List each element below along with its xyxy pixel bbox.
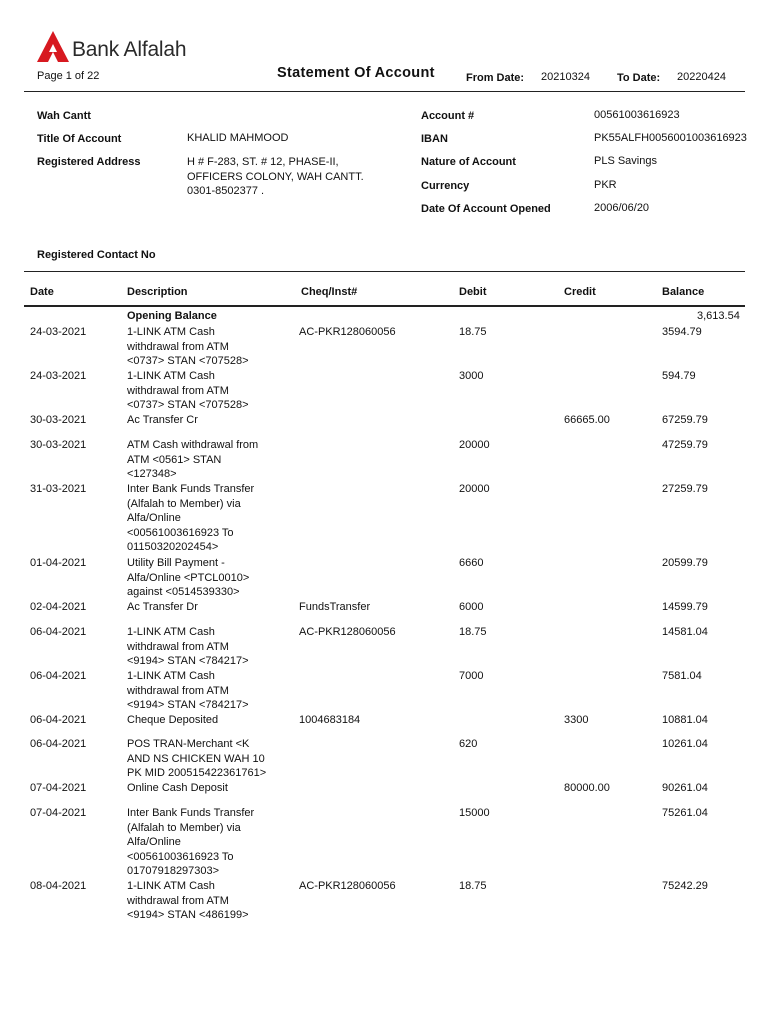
iban-label: IBAN — [421, 133, 448, 145]
info-divider — [24, 271, 745, 272]
to-date-value: 20220424 — [677, 71, 726, 83]
row-cheq: AC-PKR128060056 — [299, 326, 396, 338]
row-date: 24-03-2021 — [30, 326, 87, 338]
row-description: Cheque Deposited — [127, 714, 219, 726]
row-balance: 594.79 — [662, 370, 696, 382]
registered-address-label: Registered Address — [37, 156, 141, 168]
row-credit: 80000.00 — [564, 782, 610, 794]
row-credit: 66665.00 — [564, 414, 610, 426]
row-debit: 18.75 — [459, 326, 487, 338]
row-description: Utility Bill Payment - Alfa/Online <PTCL0010> against <0514539330> — [127, 557, 250, 599]
row-date: 08-04-2021 — [30, 880, 87, 892]
account-opened-value: 2006/06/20 — [594, 202, 650, 214]
row-balance: 47259.79 — [662, 439, 708, 451]
currency-label: Currency — [421, 180, 470, 192]
opening-balance-value: 3,613.54 — [697, 310, 740, 322]
row-description: Online Cash Deposit — [127, 782, 228, 794]
page-number: Page 1 of 22 — [37, 70, 100, 82]
registered-address-value: H # F-283, ST. # 12, PHASE-II, OFFICERS COLONY, WAH CANTT. 0301-8502377 . — [187, 156, 364, 197]
row-date: 02-04-2021 — [30, 601, 87, 613]
nature-of-account-value: PLS Savings — [594, 155, 657, 167]
row-debit: 620 — [459, 738, 478, 750]
row-balance: 90261.04 — [662, 782, 708, 794]
title-of-account-value: KHALID MAHMOOD — [187, 132, 289, 144]
column-header-credit: Credit — [564, 286, 596, 298]
row-description: Inter Bank Funds Transfer (Alfalah to Member) via Alfa/Online <00561003616923 To 01150320202454> — [127, 483, 255, 554]
column-header-balance: Balance — [662, 286, 705, 298]
row-description: 1-LINK ATM Cash withdrawal from ATM <0737> STAN <707528> — [127, 370, 249, 412]
row-debit: 20000 — [459, 483, 490, 495]
from-date-value: 20210324 — [541, 71, 590, 83]
row-balance: 3594.79 — [662, 326, 702, 338]
account-number-label: Account # — [421, 110, 475, 122]
row-date: 07-04-2021 — [30, 782, 87, 794]
row-description: Inter Bank Funds Transfer (Alfalah to Member) via Alfa/Online <00561003616923 To 01707918297303> — [127, 807, 255, 878]
row-date: 06-04-2021 — [30, 670, 87, 682]
row-debit: 18.75 — [459, 880, 487, 892]
row-balance: 10881.04 — [662, 714, 708, 726]
row-debit: 3000 — [459, 370, 484, 382]
row-credit: 3300 — [564, 714, 589, 726]
title-of-account-label: Title Of Account — [37, 133, 122, 145]
nature-of-account-label: Nature of Account — [421, 156, 516, 168]
row-date: 06-04-2021 — [30, 738, 87, 750]
row-debit: 6660 — [459, 557, 484, 569]
row-cheq: AC-PKR128060056 — [299, 626, 396, 638]
row-debit: 7000 — [459, 670, 484, 682]
row-debit: 6000 — [459, 601, 484, 613]
row-debit: 18.75 — [459, 626, 487, 638]
opening-balance-label: Opening Balance — [127, 310, 217, 322]
row-cheq: FundsTransfer — [299, 601, 371, 613]
bank-alfalah-logo-icon — [36, 30, 70, 64]
currency-value: PKR — [594, 179, 617, 191]
account-number-value: 00561003616923 — [594, 109, 680, 121]
row-description: ATM Cash withdrawal from ATM <0561> STAN <127348> — [127, 439, 259, 481]
row-date: 07-04-2021 — [30, 807, 87, 819]
row-debit: 20000 — [459, 439, 490, 451]
row-date: 30-03-2021 — [30, 439, 87, 451]
iban-value: PK55ALFH0056001003616923 — [594, 132, 747, 144]
row-date: 01-04-2021 — [30, 557, 87, 569]
row-description: 1-LINK ATM Cash withdrawal from ATM <9194> STAN <486199> — [127, 880, 249, 922]
row-description: 1-LINK ATM Cash withdrawal from ATM <9194> STAN <784217> — [127, 626, 249, 668]
row-balance: 67259.79 — [662, 414, 708, 426]
page-title: Statement Of Account — [277, 65, 435, 81]
row-balance: 14581.04 — [662, 626, 708, 638]
column-header-date: Date — [30, 286, 54, 298]
row-balance: 10261.04 — [662, 738, 708, 750]
row-date: 06-04-2021 — [30, 714, 87, 726]
row-cheq: 1004683184 — [299, 714, 361, 726]
registered-contact-label: Registered Contact No — [37, 249, 156, 261]
row-balance: 7581.04 — [662, 670, 702, 682]
row-balance: 20599.79 — [662, 557, 708, 569]
row-debit: 15000 — [459, 807, 490, 819]
row-date: 31-03-2021 — [30, 483, 87, 495]
bank-name: Bank Alfalah — [72, 38, 187, 61]
row-date: 30-03-2021 — [30, 414, 87, 426]
from-date-label: From Date: — [466, 72, 525, 84]
row-date: 24-03-2021 — [30, 370, 87, 382]
to-date-label: To Date: — [617, 72, 661, 84]
header-divider — [24, 91, 745, 92]
column-header-description: Description — [127, 286, 188, 298]
row-balance: 75242.29 — [662, 880, 708, 892]
account-opened-label: Date Of Account Opened — [421, 203, 551, 215]
row-description: 1-LINK ATM Cash withdrawal from ATM <9194> STAN <784217> — [127, 670, 249, 712]
column-header-cheq: Cheq/Inst# — [301, 286, 358, 298]
row-date: 06-04-2021 — [30, 626, 87, 638]
column-header-debit: Debit — [459, 286, 487, 298]
row-balance: 14599.79 — [662, 601, 708, 613]
row-balance: 75261.04 — [662, 807, 708, 819]
row-description: POS TRAN-Merchant <K AND NS CHICKEN WAH 10 PK MID 200515422361761> — [127, 738, 267, 780]
row-cheq: AC-PKR128060056 — [299, 880, 396, 892]
table-header-divider — [24, 305, 745, 307]
branch-name: Wah Cantt — [37, 110, 91, 122]
row-description: 1-LINK ATM Cash withdrawal from ATM <0737> STAN <707528> — [127, 326, 249, 368]
row-description: Ac Transfer Cr — [127, 414, 198, 426]
row-balance: 27259.79 — [662, 483, 708, 495]
row-description: Ac Transfer Dr — [127, 601, 198, 613]
